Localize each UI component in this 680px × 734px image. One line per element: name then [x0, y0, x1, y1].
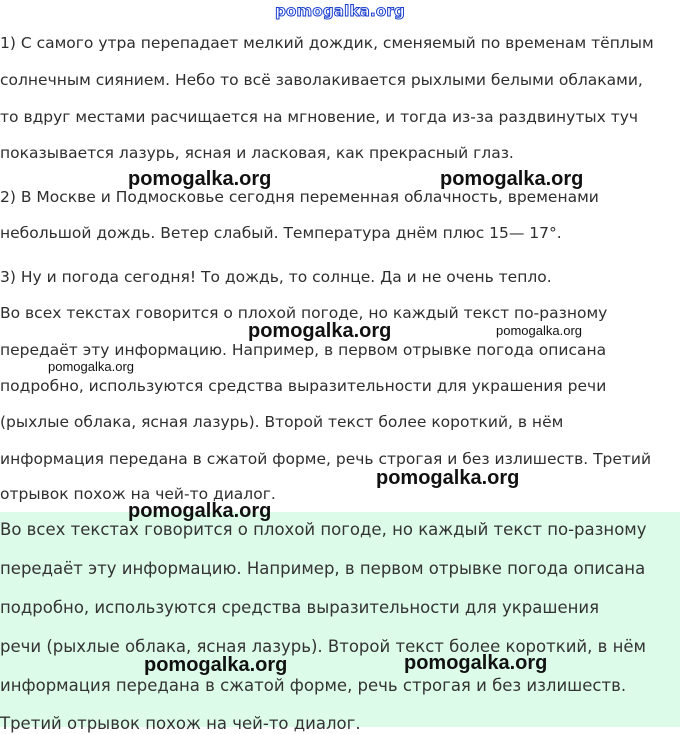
watermark: pomogalka.org: [128, 168, 272, 190]
text-line: передаёт эту информацию. Например, в первом отрывке погода описана: [0, 341, 607, 359]
text-line: небольшой дождь. Ветер слабый. Температура днём плюс 15— 17°.: [0, 224, 562, 242]
answer-line: Во всех текстах говорится о плохой погоде, но каждый текст по-разному: [0, 520, 647, 539]
watermark: pomogalka.org: [376, 467, 520, 489]
watermark: pomogalka.org: [128, 500, 272, 522]
answer-line: подробно, используются средства выразительности для украшения: [0, 598, 600, 617]
answer-line: информация передана в сжатой форме, речь строгая и без излишеств.: [0, 676, 627, 695]
watermark: pomogalka.org: [248, 320, 392, 342]
watermark: pomogalka.org: [404, 652, 548, 674]
answer-line: передаёт эту информацию. Например, в первом отрывке погода описана: [0, 559, 646, 578]
text-line: Во всех текстах говорится о плохой погоде, но каждый текст по-разному: [0, 304, 608, 322]
watermark: pomogalka.org: [440, 168, 584, 190]
text-line: 3) Ну и погода сегодня! То дождь, то солнце. Да и не очень тепло.: [0, 268, 552, 286]
text-line: (рыхлые облака, ясная лазурь). Второй текст более короткий, в нём: [0, 413, 564, 431]
text-line: то вдруг местами расчищается на мгновение, и тогда из-за раздвинутых туч: [0, 108, 639, 126]
text-line: 1) С самого утра перепадает мелкий дождик, сменяемый по временам тёплым: [0, 34, 654, 52]
header-logo: pomogalka.org: [275, 2, 405, 20]
text-line: показывается лазурь, ясная и ласковая, как прекрасный глаз.: [0, 144, 514, 162]
text-line: солнечным сиянием. Небо то всё заволакивается рыхлыми белыми облаками,: [0, 71, 643, 89]
watermark: pomogalka.org: [496, 323, 582, 338]
text-line: информация передана в сжатой форме, речь строгая и без излишеств. Третий: [0, 450, 652, 468]
text-line: отрывок похож на чей-то диалог.: [0, 485, 276, 503]
text-line: 2) В Москве и Подмосковье сегодня переменная облачность, временами: [0, 188, 599, 206]
answer-line: речи (рыхлые облака, ясная лазурь). Второй текст более короткий, в нём: [0, 637, 646, 656]
watermark: pomogalka.org: [144, 654, 288, 676]
watermark: pomogalka.org: [48, 359, 134, 374]
text-line: подробно, используются средства выразительности для украшения речи: [0, 377, 607, 395]
answer-line: Третий отрывок похож на чей-то диалог.: [0, 714, 361, 733]
